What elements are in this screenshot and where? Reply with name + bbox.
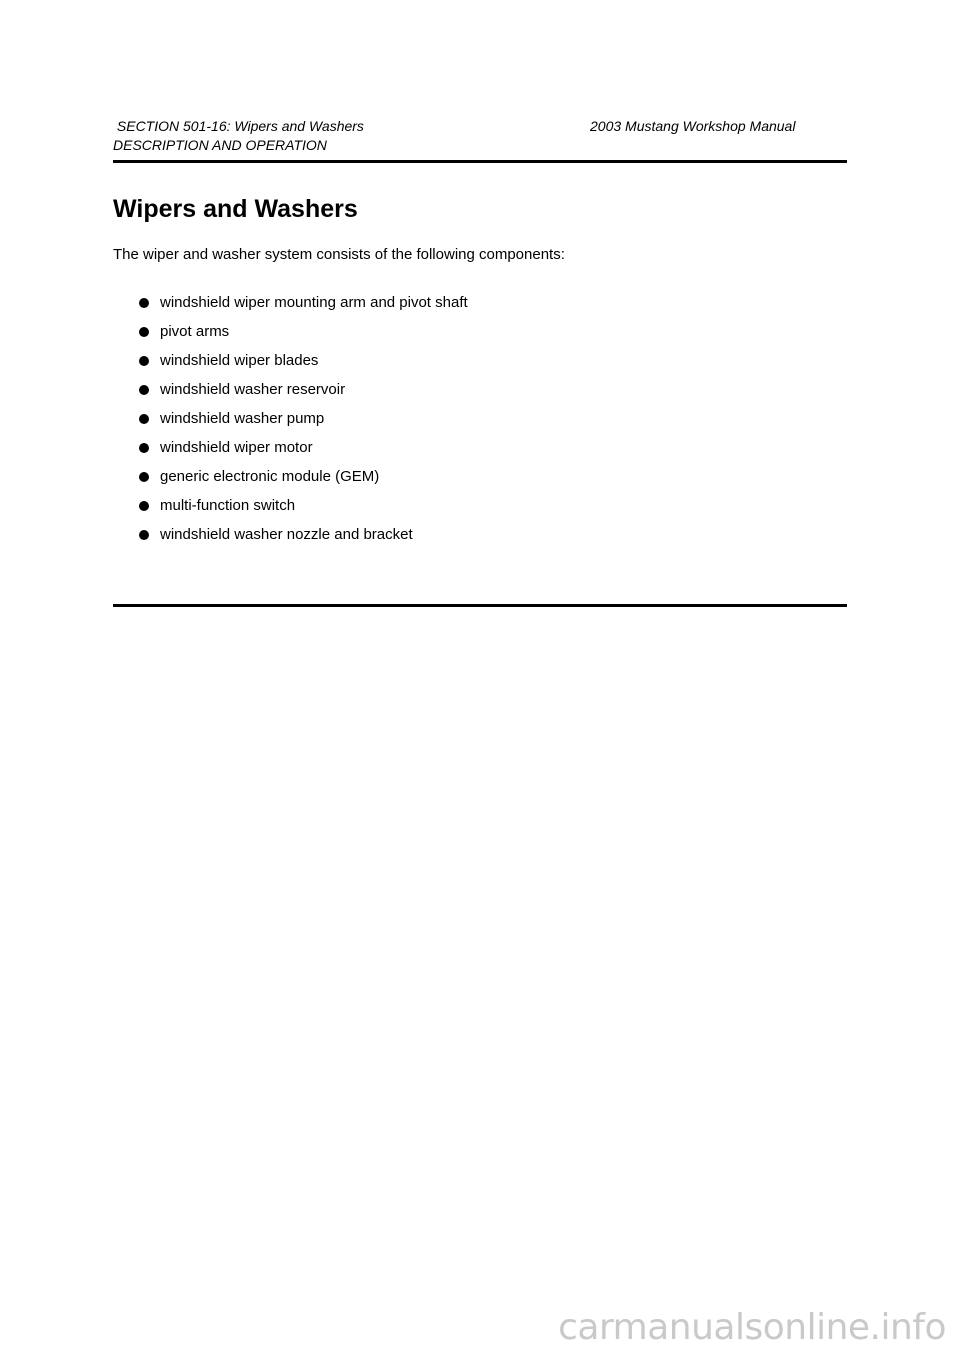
list-item-text: multi-function switch (160, 497, 296, 514)
list-item-text: windshield wiper motor (160, 439, 313, 456)
list-item-text: pivot arms (160, 323, 230, 340)
list-item-text: generic electronic module (GEM) (160, 468, 380, 485)
list-item (136, 292, 468, 321)
bullet-icon (139, 327, 149, 337)
component-list (136, 292, 468, 553)
bullet-icon (139, 530, 149, 540)
bullet-icon (139, 443, 149, 453)
list-item (136, 350, 468, 379)
page-title: Wipers and Washers (113, 195, 358, 223)
header-subsection: DESCRIPTION AND OPERATION (113, 137, 327, 153)
list-item (136, 437, 468, 466)
list-item (136, 495, 468, 524)
watermark: carmanualsonline.info (558, 1307, 946, 1348)
list-item-text: windshield washer pump (160, 410, 325, 427)
bullet-icon (139, 385, 149, 395)
bullet-icon (139, 356, 149, 366)
list-item-text: windshield washer reservoir (160, 381, 346, 398)
header-manual-title: 2003 Mustang Workshop Manual (590, 118, 796, 134)
bullet-icon (139, 298, 149, 308)
list-item (136, 379, 468, 408)
bullet-icon (139, 414, 149, 424)
list-item (136, 408, 468, 437)
list-item-text: windshield washer nozzle and bracket (160, 526, 413, 543)
intro-paragraph: The wiper and washer system consists of the following components: (113, 246, 565, 263)
bottom-divider (113, 604, 847, 607)
list-item (136, 466, 468, 495)
header-section-title: SECTION 501-16: Wipers and Washers (113, 118, 364, 134)
bullet-icon (139, 472, 149, 482)
list-item-text: windshield wiper blades (160, 352, 319, 369)
bullet-icon (139, 501, 149, 511)
list-item (136, 524, 468, 553)
top-divider (113, 160, 847, 163)
list-item (136, 321, 468, 350)
list-item-text: windshield wiper mounting arm and pivot shaft (160, 294, 468, 311)
